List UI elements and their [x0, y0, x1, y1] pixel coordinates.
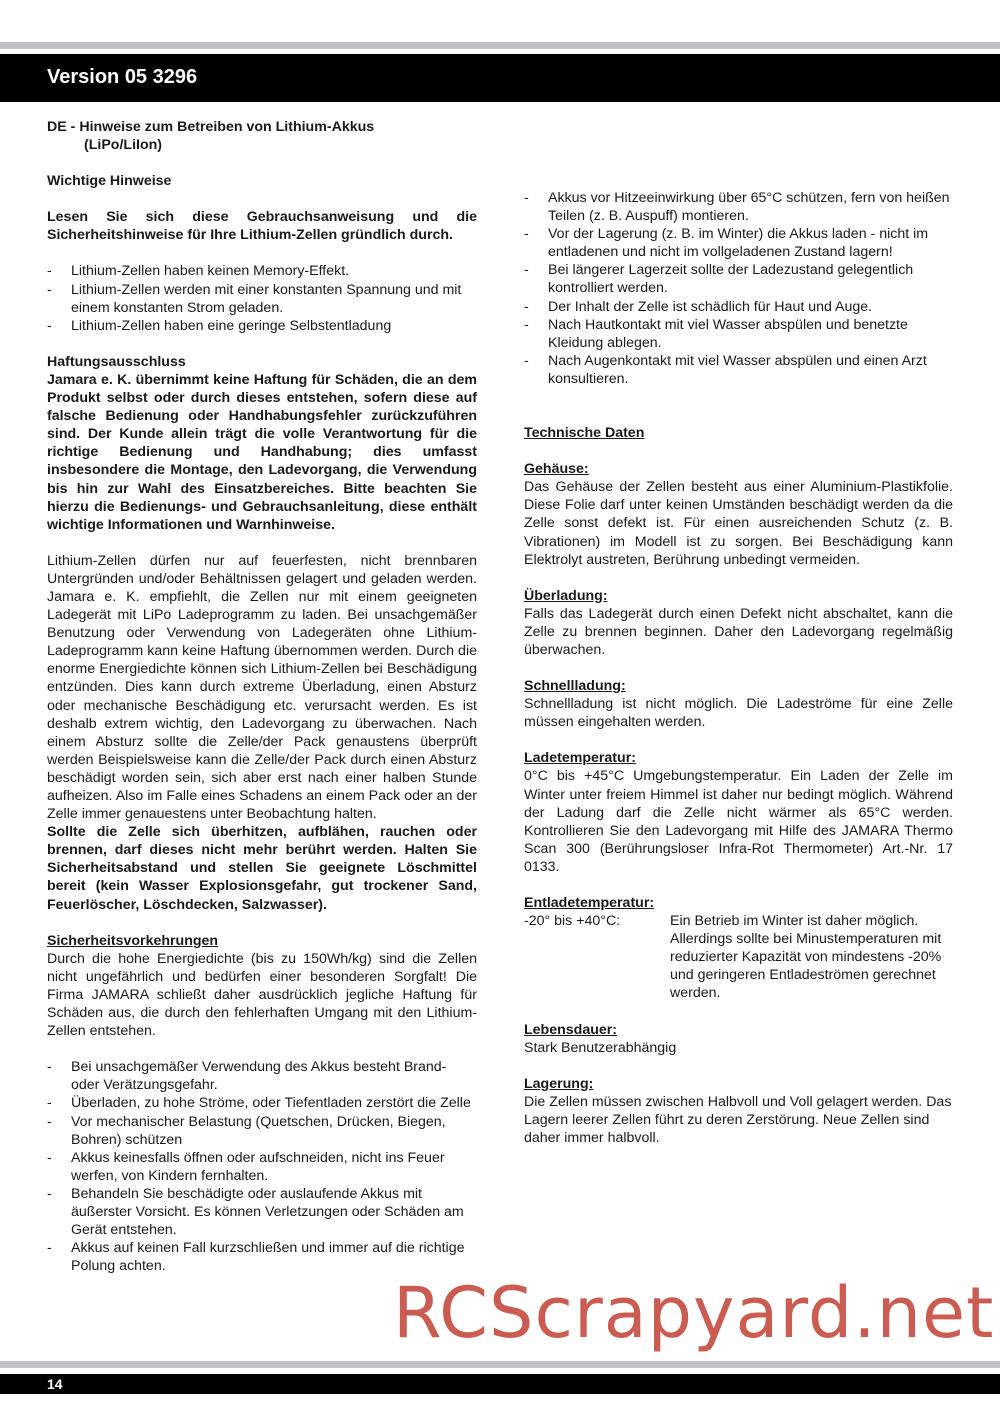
storage-text: Die Zellen müssen zwischen Halbvoll und Voll gelagert werden. Das Lagern leerer Zellen führt zu deren Zerstörung. Neue Zellen sind daher immer halbvoll. [524, 1093, 952, 1147]
list-item: - Vor der Lagerung (z. B. im Winter) die Akkus laden - nicht im entladenen und nicht im vollgeladenen Zustand lagern! [524, 226, 929, 261]
list-item: - Nach Augenkontakt mit viel Wasser abspülen und einen Arzt konsultieren. [524, 352, 927, 387]
list-item: - Überladen, zu hohe Ströme, oder Tiefentladen zerstört die Zelle [47, 1095, 471, 1112]
watermark-text: RCScrapyard.net [393, 1272, 995, 1354]
document-title-line1: DE - Hinweise zum Betreiben von Lithium-Akkus [47, 119, 375, 135]
list-item: - Lithium-Zellen haben eine geringe Selbstentladung [47, 317, 392, 334]
document-title-line2: (LiPo/LiIon) [84, 137, 163, 154]
housing-heading: Gehäuse: [524, 461, 589, 478]
read-notice: Lesen Sie sich diese Gebrauchsanweisung und die Sicherheitshinweise für Ihre Lithium-Zellen gründlich durch. [47, 209, 477, 244]
charge-temp-heading: Ladetemperatur: [524, 750, 636, 767]
overcharge-text: Falls das Ladegerät durch einen Defekt nicht abschaltet, kann die Zelle zu brennen beginnen. Daher den Ladevorgang regelmäßig überwachen. [524, 605, 953, 658]
footer-bar [0, 1374, 1000, 1394]
list-item: - Der Inhalt der Zelle ist schädlich für Haut und Auge. [524, 298, 873, 315]
overcharge-heading: Überladung: [524, 587, 608, 604]
document-title [47, 118, 477, 154]
usage-text: Lithium-Zellen dürfen nur auf feuerfesten, nicht brennbaren Untergründen und/oder Behältnissen gelagert und geladen werden. Jamara e. K. empfiehlt, die Zellen nur mit einem geeigneten Ladegerät mit LiPo Ladeprogramm zu laden. Bei unsachgemäßer Benutzung oder Verwendung von Ladegeräten ohne Lithium-Ladeprogramm kann keine Haftung übernommen werden. Durch die enorme Energiedichte können sich Lithium-Zellen bei Beschädigung entzünden. Dies kann durch extreme Überladung, einen Absturz oder mechanische Beschädigung etc. verursacht werden. Es ist deshalb extrem wichtig, den Ladevorgang zu überwachen. Nach einem Absturz sollte die Zelle/der Pack genaustens überprüft werden Beispielsweise kann die Zelle/der Pack durch einen Absturz beschädigt worden sein, sich aber erst nach einer halben Stunde aufheizen. Also im Falle eines Schadens an einem Pack oder an der Zelle immer genauestens unter Beobachtung halten. [47, 552, 477, 823]
overheat-warning: Sollte die Zelle sich überhitzen, aufblähen, rauchen oder brennen, darf dieses nicht mehr berührt werden. Halten Sie Sicherheitsabstand und stellen Sie geeignete Löschmittel bereit (kein Wasser Explosionsgefahr, gut trockener Sand, Feuerlöscher, Löschdecken, Salzwasser). [47, 824, 477, 913]
storage-heading: Lagerung: [524, 1075, 594, 1092]
discharge-temp-range: -20° bis +40°C: [524, 913, 621, 930]
top-rule [0, 42, 1000, 49]
list-item: - Behandeln Sie beschädigte oder auslaufende Akkus mit äußerster Vorsicht. Es können Verletzungen oder Schäden am Gerät entstehen. [47, 1185, 464, 1239]
right-column [524, 189, 953, 1147]
list-item: - Bei unsachgemäßer Verwendung des Akkus besteht Brand- oder Verätzungsgefahr. [47, 1059, 447, 1094]
safety-text: Durch die hohe Energiedichte (bis zu 150Wh/kg) sind die Zellen nicht ungefährlich und bedürfen einer besonderen Sorgfalt! Die Firma JAMARA schließt daher ausdrücklich jegliche Haftung für Schäden aus, die durch den fehlerhaften Umgang mit den Lithium-Zellen entstehen. [47, 950, 477, 1040]
version-title: Version 05 3296 [47, 66, 198, 88]
left-column [47, 118, 477, 1275]
list-item: - Bei längerer Lagerzeit sollte der Ladezustand gelegentlich kontrolliert werden. [524, 262, 914, 297]
important-heading: Wichtige Hinweise [47, 173, 172, 190]
lifetime-heading: Lebensdauer: [524, 1021, 618, 1038]
discharge-temp-row [524, 912, 953, 1002]
bottom-rule [0, 1361, 1000, 1368]
list-item: - Akkus vor Hitzeeinwirkung über 65°C schützen, fern von heißen Teilen (z. B. Auspuff) montieren. [524, 190, 950, 225]
discharge-temp-text: Ein Betrieb im Winter ist daher möglich. Allerdings sollte bei Minustemperaturen mit reduzierter Kapazität von mindestens -20% und geringeren Entladeströmen gerechnet werden. [670, 913, 942, 1002]
housing-text: Das Gehäuse der Zellen besteht aus einer Aluminium-Plastikfolie. Diese Folie darf unter keinen Umständen beschädigt werden da die Zelle sonst defekt ist. Für einen ausreichenden Schutz (z. B. Vibrationen) im Modell ist zu sorgen. Bei Beschädigung kann Elektrolyt austreten, Berührung unbedingt vermeiden. [524, 479, 953, 568]
liability-heading: Haftungsausschluss [47, 353, 186, 370]
list-item: - Akkus auf keinen Fall kurzschließen und immer auf die richtige Polung achten. [47, 1240, 465, 1275]
tech-data-heading: Technische Daten [524, 425, 645, 442]
fastcharge-heading: Schnellladung: [524, 678, 626, 695]
list-item: - Lithium-Zellen haben keinen Memory-Effekt. [47, 263, 350, 280]
list-item: - Vor mechanischer Belastung (Quetschen, Drücken, Biegen, Bohren) schützen [47, 1113, 446, 1148]
list-item: - Nach Hautkontakt mit viel Wasser abspülen und benetzte Kleidung ablegen. [524, 316, 908, 351]
liability-text: Jamara e. K. übernimmt keine Haftung für Schäden, die an dem Produkt selbst oder durch dieses entstehen, sofern diese auf falsche Bedienung oder Handhabungsfehler zurückzuführen sind. Der Kunde allein trägt die volle Verantwortung für die richtige Bedienung und Handhabung; dies umfasst insbesondere die Montage, den Ladevorgang, die Verwendung bis hin zur Wahl des Einsatzbereiches. Bitte beachten Sie hierzu die Bedienungs- und Gebrauchsanleitung, diese enthält wichtige Informationen und Warnhinweise. [47, 371, 477, 533]
fastcharge-text: Schnellladung ist nicht möglich. Die Ladeströme für eine Zelle müssen eingehalten werden. [524, 696, 953, 731]
charge-temp-text: 0°C bis +45°C Umgebungstemperatur. Ein Laden der Zelle im Winter unter freiem Himmel ist daher nur bedingt möglich. Während der Ladung darf die Zelle nicht wärmer als 65°C werden. Kontrollieren Sie den Ladevorgang mit Hilfe des JAMARA Thermo Scan 300 (Berührungsloser Infra-Rot Thermometer) Art.-Nr. 17 0133. [524, 768, 953, 875]
intro-bullet-list [47, 262, 477, 334]
handling-bullet-list [524, 189, 953, 388]
list-item: - Lithium-Zellen werden mit einer konstanten Spannung und mit einem konstanten Strom geladen. [47, 281, 462, 316]
discharge-temp-heading: Entladetemperatur: [524, 895, 655, 911]
page-number: 14 [47, 1376, 63, 1392]
list-item: - Akkus keinesfalls öffnen oder aufschneiden, nicht ins Feuer werfen, von Kindern fernhalten. [47, 1149, 445, 1184]
safety-heading: Sicherheitsvorkehrungen [47, 932, 219, 949]
lifetime-text: Stark Benutzerabhängig [524, 1039, 677, 1056]
safety-bullet-list [47, 1058, 477, 1275]
